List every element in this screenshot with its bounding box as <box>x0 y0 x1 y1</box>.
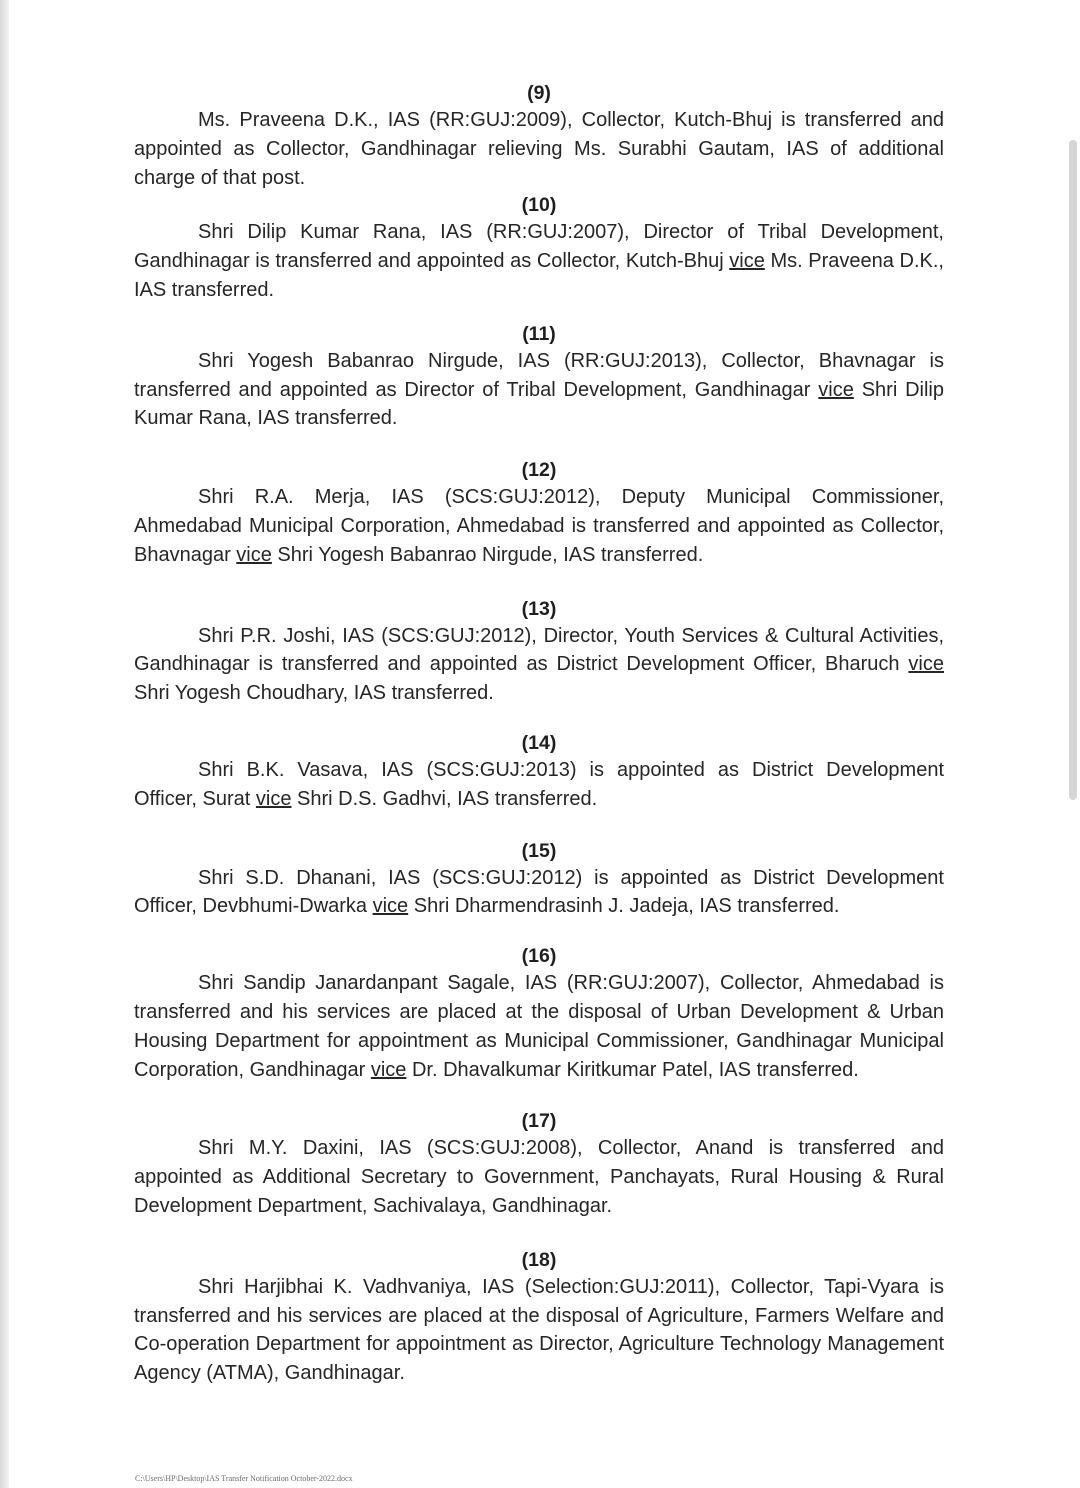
entry-13 <box>134 596 944 708</box>
entry-14 <box>134 730 944 814</box>
entry-text: Shri Yogesh Babanrao Nirgude, IAS (RR:GUJ:2013), Collector, Bhavnagar is transferred and appointed as Director of Tribal Development, Gandhinagar vice Shri Dilip Kumar Rana, IAS transferred. <box>134 349 945 430</box>
footer-file-path: C:\Users\HP\Desktop\IAS Transfer Notification October-2022.docx <box>135 1474 353 1483</box>
entry-text: Shri Harjibhai K. Vadhvaniya, IAS (Selection:GUJ:2011), Collector, Tapi-Vyara is transferred and his services are placed at the disposal of Agriculture, Farmers Welfare and Co-operation Department for appointment as Director, Agriculture Technology Management Agency (ATMA), Gandhinagar. <box>134 1275 944 1385</box>
entry-text: Shri R.A. Merja, IAS (SCS:GUJ:2012), Deputy Municipal Commissioner, Ahmedabad Municipal Corporation, Ahmedabad is transferred and appointed as Collector, Bhavnagar vice Shri Yogesh Babanrao Nirgude, IAS transferred. <box>134 486 944 566</box>
entry-text: Shri Sandip Janardanpant Sagale, IAS (RR:GUJ:2007), Collector, Ahmedabad is transferred and his services are placed at the disposal of Urban Development & Urban Housing Department for appointment as Municipal Commissioner, Gandhinagar Municipal Corporation, Gandhinagar vice Dr. Dhavalkumar Kiritkumar Patel, IAS transferred. <box>134 972 944 1081</box>
entry-text: Shri S.D. Dhanani, IAS (SCS:GUJ:2012) is appointed as District Development Officer, Devbhumi-Dwarka vice Shri Dharmendrasinh J. Jadeja, IAS transferred. <box>134 866 944 918</box>
page-edge <box>0 0 9 1488</box>
entry-18 <box>134 1247 944 1388</box>
entry-16 <box>134 943 944 1084</box>
entry-number: (14) <box>521 731 557 754</box>
entry-number: (18) <box>521 1248 557 1271</box>
entry-text: Shri B.K. Vasava, IAS (SCS:GUJ:2013) is appointed as District Development Officer, Surat vice Shri D.S. Gadhvi, IAS transferred. <box>134 758 944 810</box>
entry-number: (15) <box>521 839 557 862</box>
entry-text: Ms. Praveena D.K., IAS (RR:GUJ:2009), Collector, Kutch-Bhuj is transferred and appointed as Collector, Gandhinagar relieving Ms. Surabhi Gautam, IAS of additional charge of that post. <box>134 109 944 189</box>
entry-10 <box>134 192 944 304</box>
entry-9 <box>134 80 944 192</box>
entry-number: (10) <box>521 194 557 217</box>
entry-12 <box>134 457 944 569</box>
entry-11 <box>134 321 944 433</box>
entry-number: (17) <box>521 1110 557 1133</box>
entry-text: Shri P.R. Joshi, IAS (SCS:GUJ:2012), Director, Youth Services & Cultural Activities, Gandhinagar is transferred and appointed as District Development Officer, Bharuch vice Shri Yogesh Choudhary, IAS transferred. <box>134 624 944 705</box>
entry-17 <box>134 1108 944 1220</box>
entry-number: (16) <box>521 945 557 968</box>
entry-text: Shri M.Y. Daxini, IAS (SCS:GUJ:2008), Collector, Anand is transferred and appointed as Additional Secretary to Government, Panchayats, Rural Housing & Rural Development Department, Sachivalaya, Gandhinagar. <box>134 1137 944 1217</box>
scrollbar-track[interactable] <box>1066 0 1080 1488</box>
entry-number: (12) <box>521 459 557 482</box>
entry-number: (11) <box>522 322 556 345</box>
entry-text: Shri Dilip Kumar Rana, IAS (RR:GUJ:2007), Director of Tribal Development, Gandhinagar is transferred and appointed as Collector, Kutch-Bhuj vice Ms. Praveena D.K., IAS transferred. <box>134 221 944 301</box>
entry-number: (9) <box>527 82 551 104</box>
scrollbar-thumb[interactable] <box>1069 140 1077 800</box>
document-body <box>134 80 944 1388</box>
entry-number: (13) <box>521 597 557 620</box>
entry-15 <box>134 838 944 922</box>
